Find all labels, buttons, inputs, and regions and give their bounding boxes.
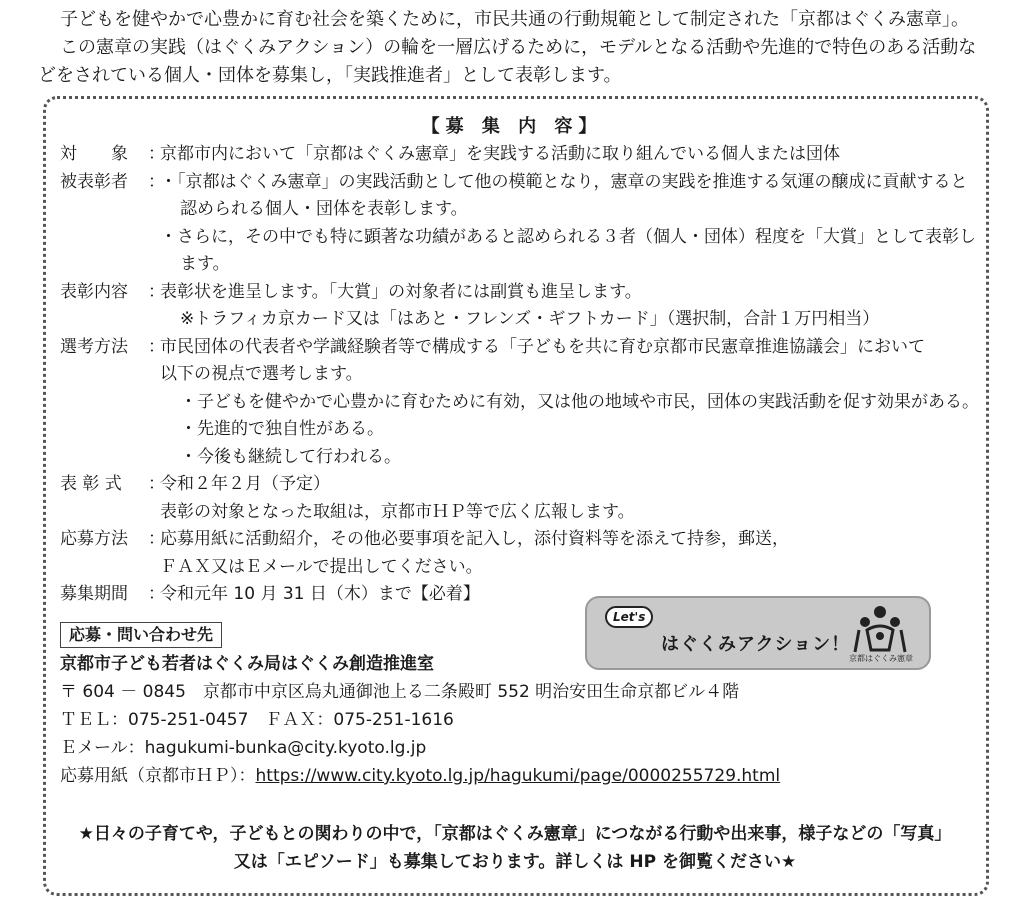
row-bullet: ・今後も継続して行われる。 — [180, 446, 401, 467]
logo-caption: 京都はぐくみ憲章 — [849, 654, 913, 663]
contact-address: 〒 604 － 0845 京都市中京区烏丸通御池上る二条殿町 552 明治安田生命京都ビル４階 — [60, 682, 740, 702]
row-bullet: ・さらに，その中でも特に顕著な功績があると認められる３者（個人・団体）程度を「大賞」として表彰します。 — [160, 226, 976, 274]
row-ceremony: 表 彰 式 ： 令和２年２月（予定） 表彰の対象となった取組は，京都市ＨＰ等で広く広報します。 — [60, 471, 980, 526]
recruitment-details — [60, 141, 980, 609]
intro-line-3: どをされている個人・団体を募集し，「実践推進者」として表彰します。 — [38, 65, 622, 86]
row-period: 募集期間 ： 令和元年 10 月 31 日（木）まで【必着】 — [60, 581, 980, 609]
contact-form — [60, 762, 780, 790]
row-label: 対 象 — [60, 144, 128, 164]
row-apply: 応募方法 ： 応募用紙に活動紹介，その他必要事項を記入し，添付資料等を添えて持参，郵送， ＦＡＸ又はＥメールで提出してください。 — [60, 526, 980, 581]
form-url-link[interactable]: https://www.city.kyoto.lg.jp/hagukumi/page/0000255729.html — [255, 766, 781, 786]
row-content: 表彰内容 ： 表彰状を進呈します。「大賞」の対象者には副賞も進呈します。 ※トラフィカ京カード又は「はあと・フレンズ・ギフトカード」（選択制，合計１万円相当） — [60, 279, 980, 334]
row-target: 対 象 ： 京都市内において「京都はぐくみ憲章」を実践する活動に取り組んでいる個人または団体 — [60, 141, 980, 169]
contact-label: 応募・問い合わせ先 — [60, 622, 222, 648]
row-text: 以下の視点で選考します。 — [160, 364, 363, 384]
row-bullet: ・子どもを健やかで心豊かに育むために有効，又は他の地域や市民，団体の実践活動を促す効果がある。 — [180, 391, 979, 412]
row-bullet: ・先進的で独自性がある。 — [180, 419, 384, 439]
intro-line-1: 子どもを健やかで心豊かに育む社会を築くために，市民共通の行動規範として制定された「京都はぐくみ憲章」。 — [60, 9, 969, 30]
row-text: ＦＡＸ又はＥメールで提出してください。 — [160, 556, 483, 577]
row-selection: 選考方法 ： 市民団体の代表者や学識経験者等で構成する「子どもを共に育む京都市民憲章推進協議会」において 以下の視点で選考します。 ・子どもを健やかで心豊かに育むために有効，又は他の地域や市民，団体の実践活動を促す効果がある。 ・先進的で独自性がある。 ・今後も継続して行われる。 — [60, 334, 980, 472]
intro-text — [38, 6, 998, 90]
contact-org: 京都市子ども若者はぐくみ局はぐくみ創造推進室 — [60, 654, 434, 674]
row-label: 募集期間 — [60, 584, 128, 604]
row-label: 表彰内容 — [60, 281, 128, 302]
row-note: ※トラフィカ京カード又は「はあと・フレンズ・ギフトカード」（選択制，合計１万円相当） — [180, 309, 880, 329]
row-bullet: ・「京都はぐくみ憲章」の実践活動として他の模範となり，憲章の実践を推進する気運の醸成に貢献すると認められる個人・団体を表彰します。 — [160, 171, 968, 219]
footer-line-2: 又は「エピソード」も募集しております。詳しくは HP を御覧ください★ — [233, 852, 797, 872]
hagukumi-action-logo — [585, 596, 931, 670]
row-text: 応募用紙に活動紹介，その他必要事項を記入し，添付資料等を添えて持参，郵送， — [160, 529, 789, 549]
row-text: 表彰状を進呈します。「大賞」の対象者には副賞も進呈します。 — [160, 281, 642, 302]
lets-badge: Let's — [605, 606, 653, 628]
form-prefix: 応募用紙（京都市ＨＰ）： — [60, 766, 256, 786]
row-text: 令和２年２月（予定） — [160, 474, 330, 494]
footer-note — [50, 820, 980, 876]
contact-email: Ｅメール：hagukumi-bunka@city.kyoto.lg.jp — [60, 738, 427, 758]
row-awardee: 被表彰者 ： ・「京都はぐくみ憲章」の実践活動として他の模範となり，憲章の実践を推進する気運の醸成に貢献すると認められる個人・団体を表彰します。 ・さらに，その中でも特に顕著な功績があると認められる３者（個人・団体）程度を「大賞」として表彰します。 — [60, 169, 980, 279]
row-label: 表 彰 式 — [60, 474, 122, 494]
section-heading: 【募 集 内 容】 — [421, 116, 603, 137]
logo-title: はぐくみアクション！ — [661, 634, 851, 655]
row-text: 京都市内において「京都はぐくみ憲章」を実践する活動に取り組んでいる個人または団体 — [160, 144, 840, 164]
row-text: 市民団体の代表者や学識経験者等で構成する「子どもを共に育む京都市民憲章推進協議会」において — [160, 336, 925, 357]
row-text: 表彰の対象となった取組は，京都市ＨＰ等で広く広報します。 — [160, 501, 635, 522]
row-label: 被表彰者 — [60, 171, 128, 192]
footer-line-1: ★日々の子育てや，子どもとの関わりの中で，「京都はぐくみ憲章」につながる行動や出来事，様子などの「写真」 — [78, 824, 952, 844]
intro-line-2: この憲章の実践（はぐくみアクション）の輪を一層広げるために，モデルとなる活動や先進的で特色のある活動な — [60, 37, 977, 58]
row-text: 令和元年 10 月 31 日（木）まで【必着】 — [160, 584, 480, 604]
contact-phone: ＴＥＬ：075-251-0457 ＦＡＸ：075-251-1616 — [60, 710, 454, 730]
contact-block — [60, 650, 780, 790]
row-label: 選考方法 — [60, 336, 128, 357]
row-label: 応募方法 — [60, 529, 128, 549]
